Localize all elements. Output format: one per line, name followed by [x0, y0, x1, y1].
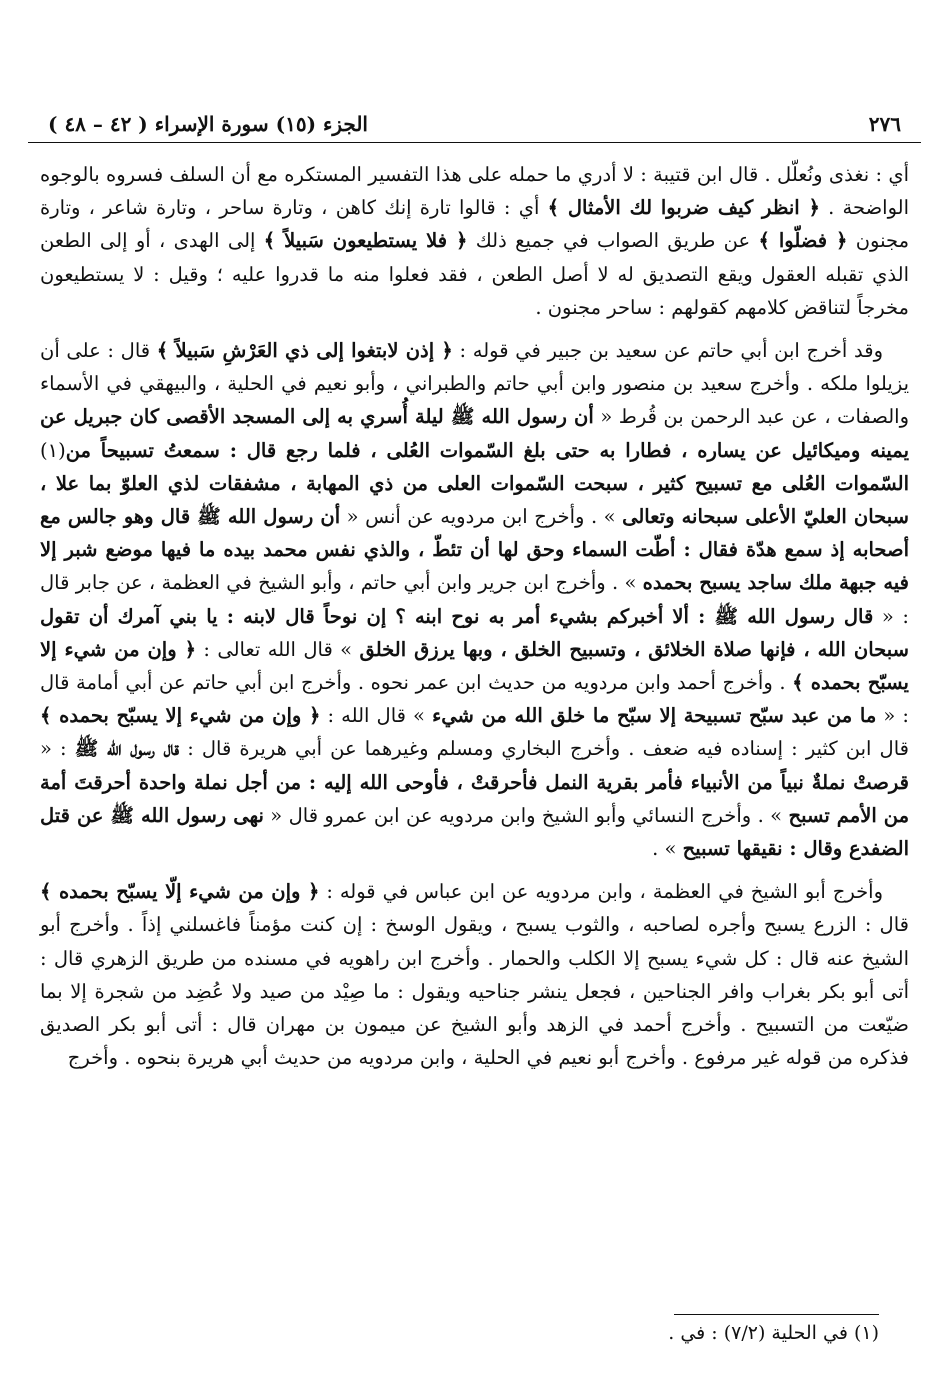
body-text: إلى الهدى ، أو إلى الطعن الذي تقبله العقول ويقع التصديق له لا أصل الطعن ، فقد فعلوا منه ما قدروا عليه ؛ وقيل : لا يستطيعون مخرجاً لتناقض كلامهم كقولهم : ساحر مجنون . — [40, 229, 909, 319]
quoted-text: ﴿ وإن من شيء إلا يسبّح بحمده ﴾ — [40, 704, 321, 728]
footnote: (١) في الحلية (٧/٢) : في . — [668, 1322, 879, 1344]
quoted-text: قرصتْ نملةٌ نبياً من الأنبياء فأمر بقرية النمل فأحرقتْ ، فأوحى الله إليه : من أجل نملة واحدة أحرقتَ أمة من الأمم تسبح — [40, 770, 910, 827]
quoted-text: ﴿ وإن من شيء إلّا يسبّح بحمده ﴾ — [40, 880, 320, 904]
body-text: » . — [652, 837, 683, 861]
body-text: وأخرج أبو الشيخ في العظمة ، وابن مردويه عن ابن عباس في قوله : — [319, 880, 883, 904]
running-title: الجزء (١٥) سورة الإسراء ( ٤٢ – ٤٨ ) — [48, 112, 368, 136]
quoted-text: قال رسول الله ﷺ — [74, 737, 180, 761]
body-text: » . وأخرج ابن مردويه عن أنس « — [340, 505, 623, 529]
paragraph-3 — [40, 875, 909, 1074]
body-text: أي : قالوا تارة إنك كاهن ، وتارة ساحر ، وتارة شاعر ، وتارة مجنون — [40, 196, 910, 253]
body-text: » . وأخرج ابن جرير وابن أبي حاتم ، وأبو الشيخ في العظمة ، عن جابر قال : « — [40, 571, 909, 628]
footnote-rule — [674, 1314, 879, 1315]
quoted-text: نهى رسول الله ﷺ عن قتل الضفدع وقال : نقيقها تسبيح — [40, 803, 909, 861]
quoted-text: أن رسول الله ﷺ ليلة أُسري به إلى المسجد الأقصى كان جبريل عن يمينه وميكائيل عن يساره ، فطارا به حتى بلغ السّموات العُلى ، فلما رجع قال : سمعتُ تسبيحاً من — [40, 405, 909, 462]
quoted-text: ما من عبد سبّح تسبيحة إلا سبّح ما خلق الله من شيء — [432, 704, 877, 728]
body-text: (١) — [40, 438, 66, 462]
body-text: قال : الزرع يسبح وأجره لصاحبه ، والثوب يسبح ، ويقول الوسخ : إن كنت مؤمناً فاغسلني إذاً . وأخرج أبو الشيخ عنه قال : كل شيء يسبح إلا الكلب والحمار . وأخرج ابن راهويه في مسنده من طريق الزهري قال : أتى أبو بكر بغراب وافر الجناحين ، فجعل ينشر جناحيه ويقول : ما صِيْد من صيد ولا عُضِد من شجرة إلا بما ضيّعت من التسبيح . وأخرج أحمد في الزهد وأبو الشيخ عن ميمون بن مهران قال : أتى أبو بكر الصديق فذكره من قوله غير مرفوع . وأخرج أبو نعيم في الحلية ، وابن مردويه من حديث أبي هريرة بنحوه . وأخرج — [40, 913, 909, 1070]
page-number: ٢٧٦ — [868, 112, 901, 136]
quoted-text: ﴿ انظر كيف ضربوا لك الأمثال ﴾ — [547, 196, 820, 220]
page-body — [40, 158, 909, 1074]
body-text: أي : نغذى ونُعلّل . قال ابن قتيبة : لا أدري ما حمله على هذا التفسير المستكره مع أن السلف فسروه بالوجوه الواضحة . — [40, 163, 910, 220]
body-text: وقد أخرج ابن أبي حاتم عن سعيد بن جبير في قوله : — [452, 339, 883, 363]
body-text: » قال الله تعالى : — [196, 637, 360, 661]
page-header — [48, 112, 901, 142]
quoted-text: ﴿ وإن من شيء إلا يسبّح بحمده ﴾ — [40, 637, 909, 695]
body-text: قال : على أن يزيلوا ملكه . وأخرج سعيد بن منصور وابن أبي حاتم والطبراني ، وأبو نعيم في الحلية ، والبيهقي في الأسماء والصفات ، عن عبد الرحمن بن قُرط « — [40, 339, 910, 429]
quoted-text: قال رسول الله ﷺ : ألا أخبركم بشيء أمر به نوح ابنه ؟ إن نوحاً قال لابنه : يا بني آمرك أن تقول سبحان الله ، فإنها صلاة الخلائق ، وتسبيح الخلق ، وبها يرزق الخلق — [40, 604, 909, 661]
body-text: . وأخرج أحمد وابن مردويه من حديث ابن عمر نحوه . وأخرج ابن أبي حاتم عن أبي أمامة قال : « — [40, 671, 909, 728]
body-text: قال ابن كثير : إسناده فيه ضعف . وأخرج البخاري ومسلم وغيرهما عن أبي هريرة قال : — [179, 737, 909, 761]
body-text: » قال الله : — [320, 704, 433, 728]
body-text: : « — [40, 737, 75, 761]
quoted-text: ﴿ فلا يستطيعون سَبيلاً ﴾ — [263, 229, 468, 253]
quoted-text: أن رسول الله ﷺ قال وهو جالس مع أصحابه إذ سمع هدّة فقال : أطّت السماء وحق لها أن تئطّ ، والذي نفس محمد بيده ما فيها موضع شبر إلا فيه جبهة ملك ساجد يسبح بحمده — [40, 505, 909, 595]
body-text: عن طريق الصواب في جميع ذلك — [467, 229, 759, 253]
quoted-text: السّموات العُلى مع تسبيح كثير ، سبحت السّموات العلى من ذي المهابة ، مشفقات لذي العلوّ بما علا ، سبحان العليّ الأعلى سبحانه وتعالى — [40, 471, 909, 529]
quoted-text: ﴿ إذن لابتغوا إلى ذي العَرْشِ سَبيلاً ﴾ — [156, 339, 453, 363]
paragraph-1 — [40, 158, 909, 324]
paragraph-2 — [40, 334, 909, 865]
body-text: » . وأخرج النسائي وأبو الشيخ وابن مردويه عن ابن عمرو قال « — [263, 803, 789, 827]
header-rule — [28, 142, 921, 143]
quoted-text: ﴿ فضلّوا ﴾ — [758, 229, 848, 253]
